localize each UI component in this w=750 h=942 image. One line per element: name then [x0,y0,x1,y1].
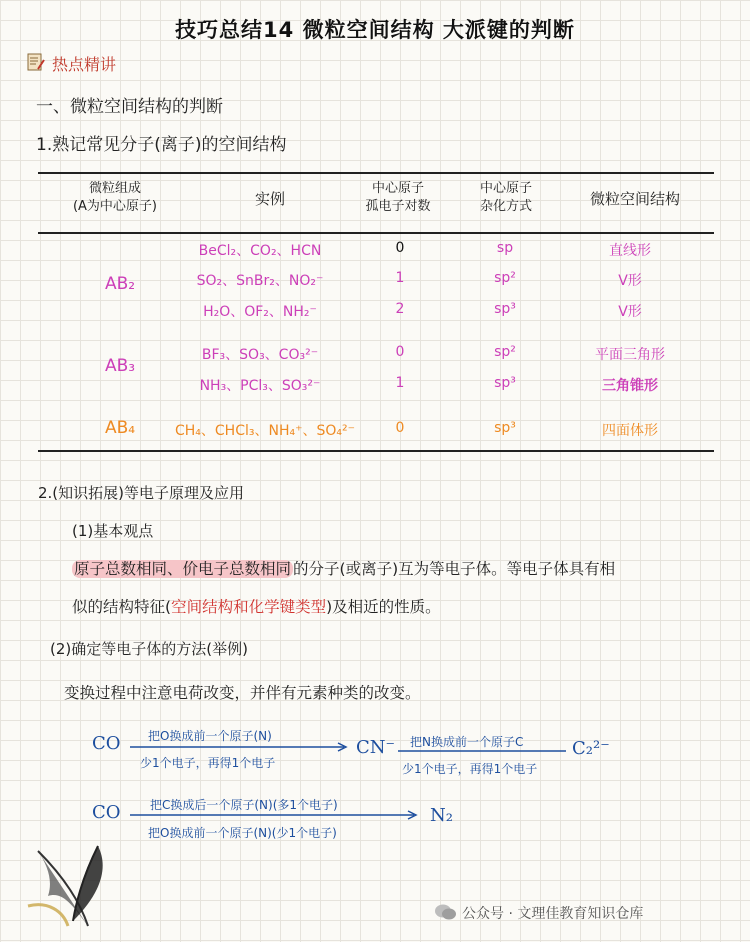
row-example: BeCl₂、CO₂、HCN [198,243,322,259]
header-composition: 微粒组成 (A为中心原子) [72,181,158,214]
row-lone-pairs: 0 [395,344,405,360]
formula-c2: C₂²⁻ [572,738,610,759]
transform-note: 变换过程中注意电荷改变，并伴有元素种类的改变。 [64,684,421,702]
arrow-label: 少1个电子，再得1个电子 [140,756,276,770]
table-header-rule [38,232,714,234]
row-example: H₂O、OF₂、NH₂⁻ [203,304,317,320]
arrow-label: 把O换成前一个原子(N)(少1个电子) [148,826,337,840]
arrow-label: 把N换成前一个原子C [410,735,524,749]
row-shape: 平面三角形 [595,347,665,363]
row-shape: 直线形 [609,243,651,259]
arrow-icon [130,742,352,752]
formula-co: CO [92,733,121,754]
point1-title: (1)基本观点 [72,522,154,540]
principle-text: )及相近的性质。 [326,598,441,616]
principle-red-text: 空间结构和化学键类型 [171,598,327,616]
row-shape: V形 [618,273,642,289]
arrow-label: 少1个电子，再得1个电子 [402,762,538,776]
formula-cn: CN⁻ [356,737,396,758]
group-ab3: AB₃ [104,356,136,376]
arrow-icon [130,810,422,820]
row-hybrid: sp³ [494,420,516,436]
row-example: CH₄、CHCl₃、NH₄⁺、SO₄²⁻ [174,423,356,439]
point2-title: (2)确定等电子体的方法(举例) [50,640,248,658]
principle-line1 [72,558,742,580]
row-example: SO₂、SnBr₂、NO₂⁻ [196,273,324,289]
row-example: BF₃、SO₃、CO₃²⁻ [201,347,319,363]
wechat-icon [434,902,458,922]
header-example: 实例 [254,190,285,208]
principle-line2 [72,596,742,618]
group-ab4: AB₄ [104,418,136,438]
header-hybridization: 中心原子 杂化方式 [479,181,532,214]
row-shape: V形 [618,304,642,320]
arrow-label: 把C换成后一个原子(N)(多1个电子) [150,798,338,812]
table-bottom-rule [38,450,714,452]
row-hybrid: sp³ [494,375,516,391]
watermark-text: 公众号 · 文理佳教育知识仓库 [462,906,644,922]
principle-text: 的分子(或离子)互为等电子体。等电子体具有相 [293,560,616,578]
section1-heading: 一、微粒空间结构的判断 [36,97,223,117]
row-lone-pairs: 2 [395,301,405,317]
document-pen-icon [27,52,45,72]
row-lone-pairs: 0 [395,240,405,256]
row-example: NH₃、PCl₃、SO₃²⁻ [199,378,321,394]
row-shape: 三角锥形 [602,378,658,394]
row-hybrid: sp² [494,344,516,360]
page-title: 技巧总结14 微粒空间结构 大派键的判断 [175,18,575,42]
row-hybrid: sp² [494,270,516,286]
row-lone-pairs: 1 [395,375,405,391]
section-tag: 热点精讲 [52,55,117,74]
arrow-label: 把O换成前一个原子(N) [148,729,272,743]
table-top-rule [38,172,714,174]
header-lone-pairs: 中心原子 孤电子对数 [365,181,431,214]
section1-subheading: 1.熟记常见分子(离子)的空间结构 [36,135,287,155]
row-hybrid: sp³ [494,301,516,317]
row-lone-pairs: 0 [395,420,405,436]
formula-co: CO [92,802,121,823]
group-ab2: AB₂ [104,274,136,294]
formula-n2: N₂ [430,805,453,826]
row-lone-pairs: 1 [395,270,405,286]
feather-decoration-icon [18,836,118,936]
row-shape: 四面体形 [602,423,658,439]
row-hybrid: sp [496,240,514,256]
section2-heading: 2.(知识拓展)等电子原理及应用 [38,484,245,502]
principle-text: 似的结构特征( [72,598,172,616]
header-shape: 微粒空间结构 [589,190,680,208]
line-icon [398,748,568,754]
principle-highlight: 原子总数相同、价电子总数相同 [74,560,292,578]
